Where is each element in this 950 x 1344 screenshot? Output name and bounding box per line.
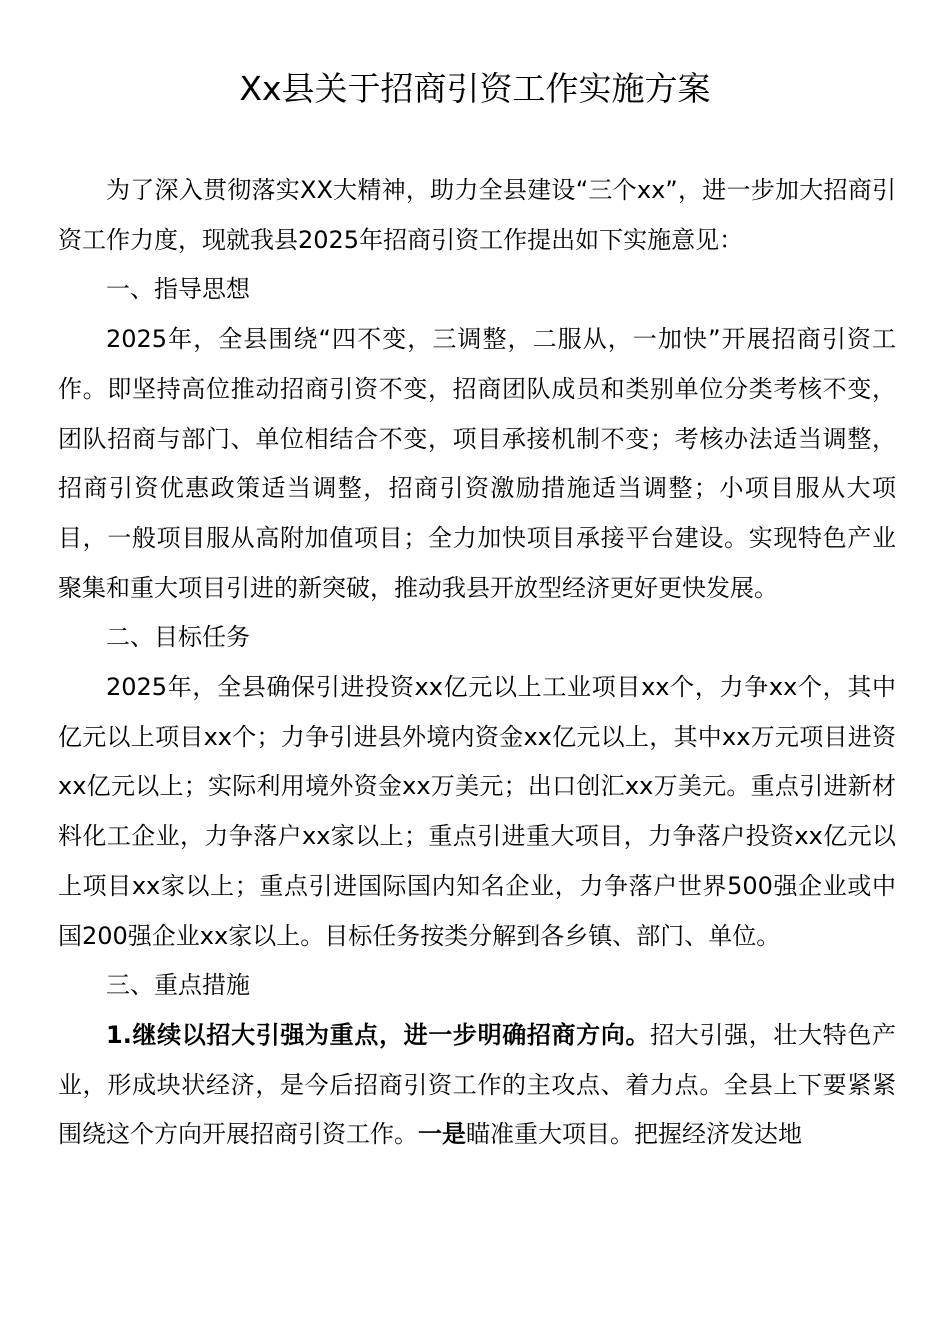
guiding-ideology-paragraph: 2025年，全县围绕“四不变，三调整，二服从，一加快”开展招商引资工作。即坚持高位推动招商引资不变，招商团队成员和类别单位分类考核不变，团队招商与部门、单位相结合不变，项目承接机制不变；考核办法适当调整，招商引资优惠政策适当调整，招商引资激励措施适当调整；小项目服从大项目，一般项目服从高附加值项目；全力加快项目承接平台建设。实现特色产业聚集和重大项目引进的新突破，推动我县开放型经济更好更快发展。 (58, 325, 896, 602)
section-heading-target-tasks: 二、目标任务 (106, 623, 250, 652)
target-tasks-paragraph: 2025年，全县确保引进投资xx亿元以上工业项目xx个，力争xx个，其中亿元以上项目xx个；力争引进县外境内资金xx亿元以上，其中xx万元项目进资xx亿元以上；实际利用境外资金xx万美元；出口创汇xx万美元。重点引进新材料化工企业，力争落户xx家以上；重点引进重大项目，力争落户投资xx亿元以上项目xx家以上；重点引进国际国内知名企业，力争落户世界500强企业或中国200强企业xx家以上。目标任务按类分解到各乡镇、部门、单位。 (58, 673, 896, 950)
document-title: Xx县关于招商引资工作实施方案 (239, 69, 711, 108)
key-measure-1-paragraph (58, 1011, 896, 1160)
section-heading-guiding-ideology: 一、指导思想 (106, 275, 250, 304)
key-measure-1-text: 招大引强，壮大特色产业，形成块状经济，是今后招商引资工作的主攻点、着力点。全县上下要紧紧围绕这个方向开展招商引资工作。 (58, 1020, 896, 1149)
key-measure-1-sub-text: 瞄准重大项目。把握经济发达地 (466, 1120, 802, 1149)
section-heading-key-measures: 三、重点措施 (106, 971, 250, 1000)
intro-paragraph: 为了深入贯彻落实XX大精神，助力全县建设“三个xx”，进一步加大招商引资工作力度，现就我县2025年招商引资工作提出如下实施意见： (58, 176, 896, 254)
key-measure-1-title: 1.继续以招大引强为重点，进一步明确招商方向。 (106, 1020, 651, 1049)
document-body (58, 166, 896, 1160)
key-measure-1-sub-label: 一是 (418, 1120, 466, 1149)
